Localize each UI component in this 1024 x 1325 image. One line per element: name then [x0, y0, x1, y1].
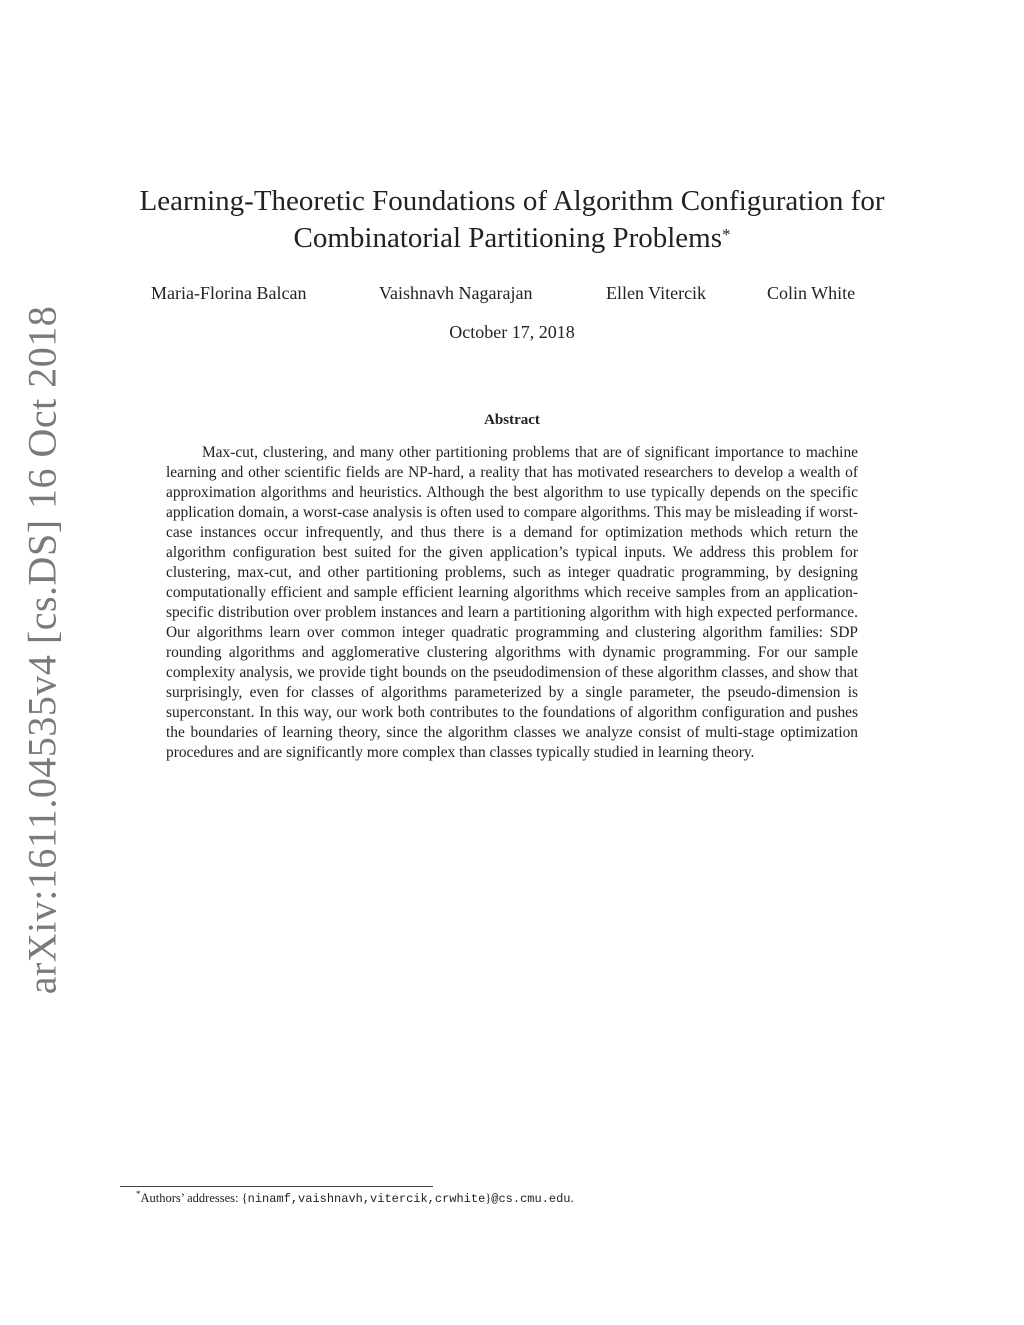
abstract-heading: Abstract — [484, 412, 540, 428]
footnote-mark: * — [136, 1189, 141, 1199]
author-name: Colin White — [767, 283, 856, 303]
footnote — [136, 1191, 574, 1206]
title-line-1: Learning-Theoretic Foundations of Algorithm Configuration for — [139, 185, 885, 217]
abstract-body: Max-cut, clustering, and many other partitioning problems that are of significant importance to machine learning and other scientific fields are NP-hard, a reality that has motivated researchers to develop a wealth of approximation algorithms and heuristics. Although the best algorithm to use typically depends on the specific application domain, a worst-case analysis is often used to compare algorithms. This may be misleading if worst-case instances occur infrequently, and thus there is a demand for optimization methods which return the algorithm configuration best suited for the given application’s typical inputs. We address this problem for clustering, max-cut, and other partitioning problems, such as integer quadratic programming, by designing computationally efficient and sample efficient learning algorithms which receive samples from an application-specific distribution over problem instances and learn a partitioning algorithm with high expected performance. Our algorithms learn over common integer quadratic programming and clustering algorithm families: SDP rounding algorithms and agglomerative clustering algorithms with dynamic programming. For our sample complexity analysis, we provide tight bounds on the pseudodimension of these algorithm classes, and show that surprisingly, even for classes of algorithms parameterized by a single parameter, the pseudo-dimension is superconstant. In this way, our work both contributes to the foundations of algorithm configuration and pushes the boundaries of learning theory, since the algorithm classes we analyze consist of multi-stage optimization procedures and are significantly more complex than classes typically studied in learning theory. — [166, 444, 858, 761]
footnote-open-brace: { — [241, 1191, 248, 1205]
author-name: Vaishnavh Nagarajan — [379, 283, 533, 303]
footnote-label: Authors’ addresses: — [140, 1191, 239, 1205]
footnote-close-brace: } — [485, 1191, 492, 1205]
arxiv-identifier-stamp: arXiv:1611.04535v4 [cs.DS] 16 Oct 2018 — [19, 305, 65, 995]
footnote-end: . — [570, 1191, 574, 1205]
paper-title — [120, 183, 904, 257]
title-footnote-mark: * — [722, 225, 731, 244]
publication-date: October 17, 2018 — [449, 322, 575, 342]
title-line-2 — [120, 220, 904, 257]
title-line-2-text: Combinatorial Partitioning Problems — [293, 222, 723, 254]
footnote-divider — [120, 1186, 433, 1187]
author-name: Maria-Florina Balcan — [151, 283, 307, 303]
author-name: Ellen Vitercik — [606, 283, 707, 303]
footnote-emails: ninamf,vaishnavh,vitercik,crwhite — [247, 1192, 486, 1206]
author-list — [120, 283, 904, 307]
footnote-domain: @cs.cmu.edu — [491, 1192, 571, 1206]
